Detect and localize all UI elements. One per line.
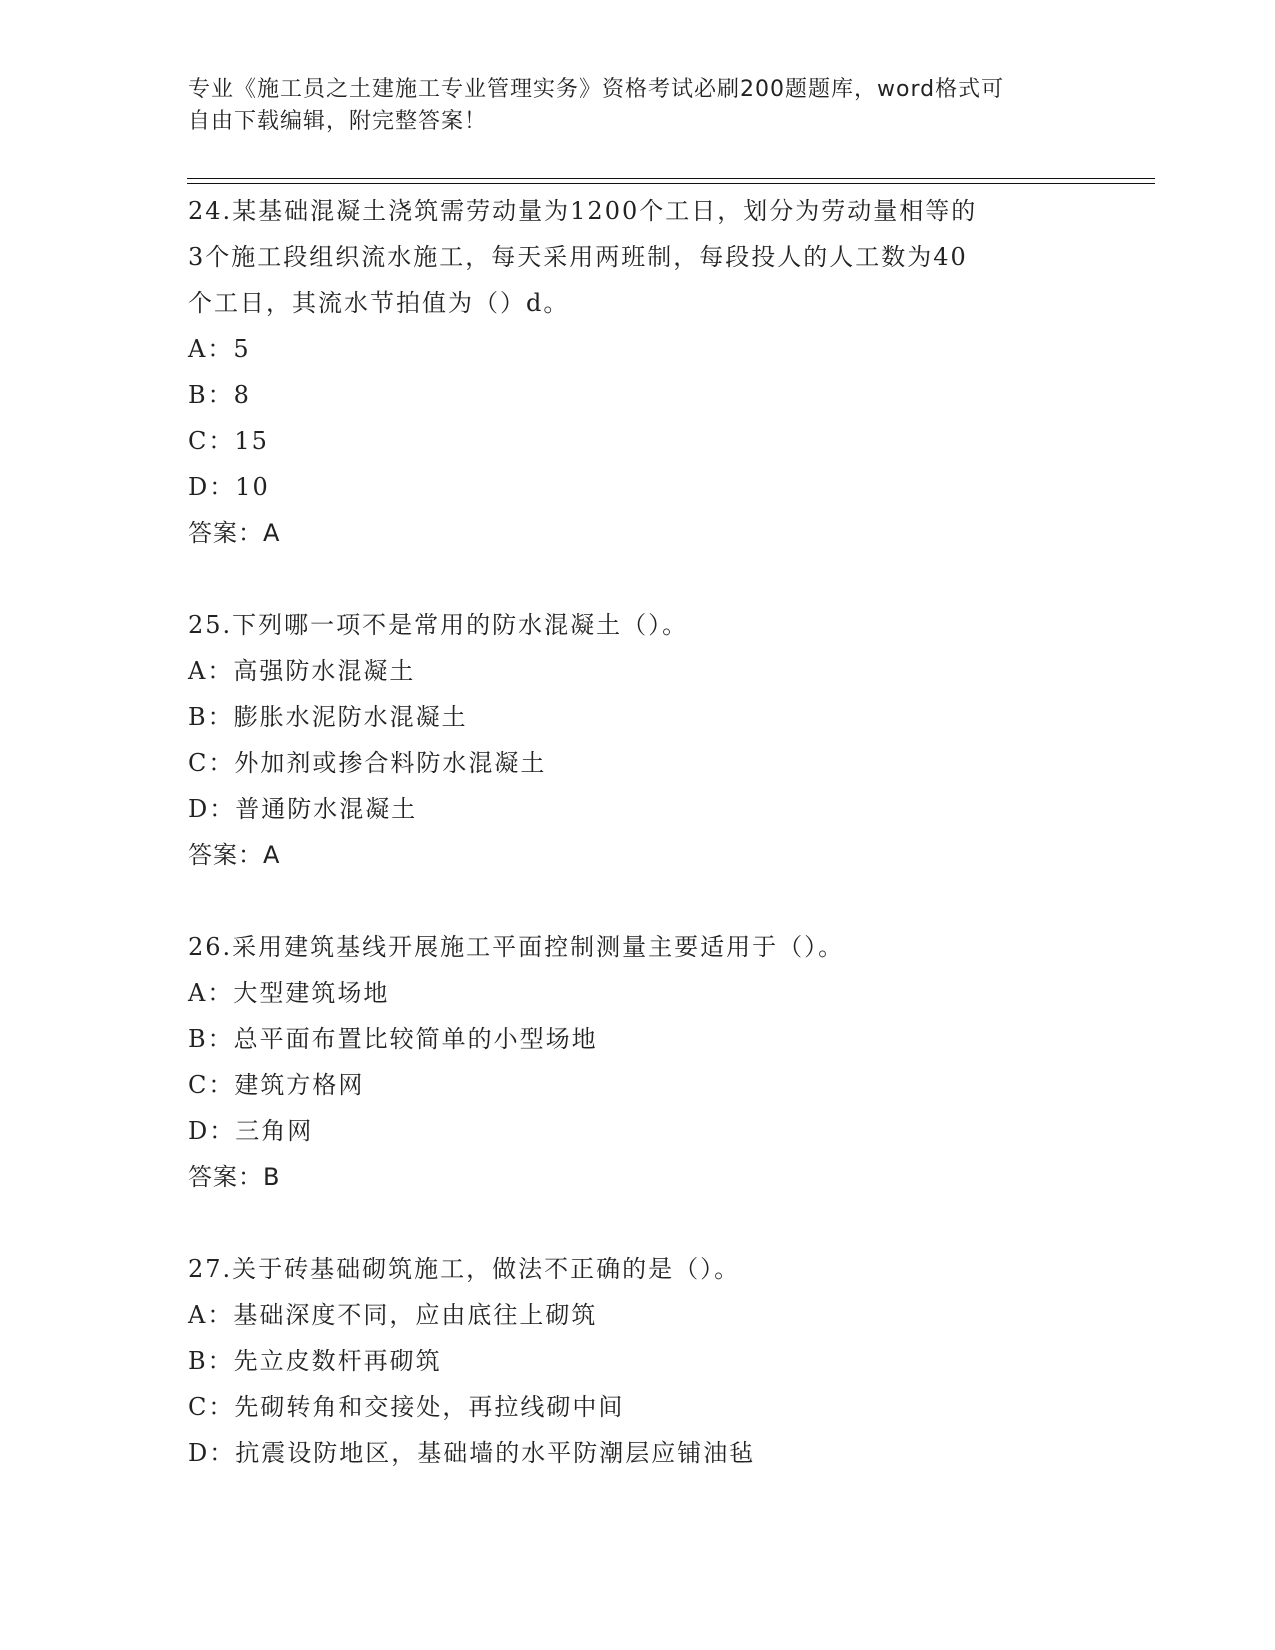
question-stem-line: 3个施工段组织流水施工，每天采用两班制，每段投人的人工数为40 — [188, 243, 968, 271]
question-list — [188, 188, 1068, 1522]
option-b: B：总平面布置比较简单的小型场地 — [188, 1025, 598, 1053]
question-24 — [188, 188, 1068, 556]
header-title-line-2: 自由下载编辑，附完整答案！ — [188, 109, 488, 134]
option-a: A：基础深度不同，应由底往上砌筑 — [188, 1301, 598, 1329]
option-b: B：先立皮数杆再砌筑 — [188, 1347, 442, 1375]
header-divider-bottom — [187, 183, 1155, 184]
header-divider-top — [187, 178, 1155, 179]
question-stem-line: 27.关于砖基础砌筑施工，做法不正确的是（）。 — [188, 1255, 741, 1283]
question-25 — [188, 602, 1068, 878]
option-a: A：5 — [188, 335, 251, 363]
option-d: D：抗震设防地区，基础墙的水平防潮层应铺油毡 — [188, 1439, 756, 1467]
question-stem-line: 个工日，其流水节拍值为（）d。 — [188, 289, 570, 317]
question-stem-line: 25.下列哪一项不是常用的防水混凝土（）。 — [188, 611, 689, 639]
document-header — [188, 74, 1068, 138]
answer-label: 答案：A — [188, 841, 281, 869]
option-c: C：建筑方格网 — [188, 1071, 365, 1099]
option-c: C：先砌转角和交接处，再拉线砌中间 — [188, 1393, 625, 1421]
option-d: D：三角网 — [188, 1117, 314, 1145]
option-b: B：8 — [188, 381, 251, 409]
question-27 — [188, 1246, 1068, 1476]
answer-label: 答案：A — [188, 519, 281, 547]
option-c: C：15 — [188, 427, 269, 455]
question-stem-line: 24.某基础混凝土浇筑需劳动量为1200个工日，划分为劳动量相等的 — [188, 197, 978, 225]
option-b: B：膨胀水泥防水混凝土 — [188, 703, 468, 731]
question-stem-line: 26.采用建筑基线开展施工平面控制测量主要适用于（）。 — [188, 933, 845, 961]
option-d: D：普通防水混凝土 — [188, 795, 418, 823]
option-a: A：高强防水混凝土 — [188, 657, 416, 685]
header-title-line-1: 专业《施工员之土建施工专业管理实务》资格考试必刷200题题库，word格式可 — [188, 77, 1005, 102]
option-d: D：10 — [188, 473, 270, 501]
option-c: C：外加剂或掺合料防水混凝土 — [188, 749, 547, 777]
question-26 — [188, 924, 1068, 1200]
option-a: A：大型建筑场地 — [188, 979, 390, 1007]
answer-label: 答案：B — [188, 1163, 281, 1191]
